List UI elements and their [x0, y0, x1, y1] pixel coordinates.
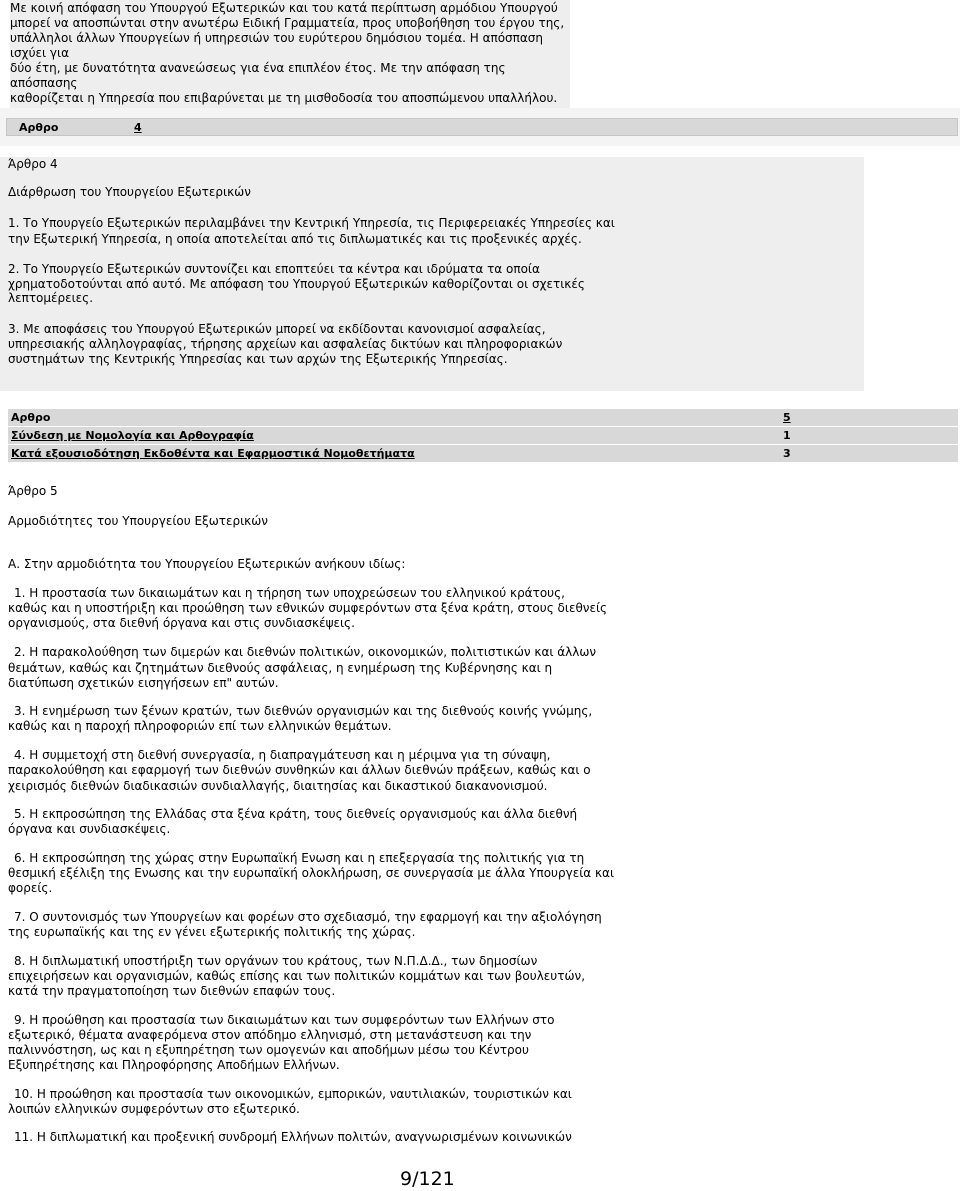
text-line: Με κοινή απόφαση του Υπουργού Εξωτερικών και του κατά περίπτωση αρμόδιου Υπουργού: [10, 1, 558, 15]
text-line: καθώς και η υποστήριξη και προώθηση των εθνικών συμφερόντων στα ξένα κράτη, στους διεθνείς: [8, 601, 608, 615]
table-cell-label: Αρθρο: [11, 411, 51, 424]
article-4-header-row: [6, 118, 958, 136]
text-line: δύο έτη, με δυνατότητα ανανεώσεως για ένα επιπλέον έτος. Με την απόφαση της απόσπασης: [10, 61, 506, 90]
page-number: 9/121: [400, 1168, 455, 1190]
text-line: εξωτερικό, θέματα αναφερόμενα στον απόδημο ελληνισμό, στη μετανάστευση και την: [8, 1028, 532, 1042]
text-line: υπηρεσιακής αλληλογραφίας, τήρησης αρχείων και ασφαλείας δικτύων και πληροφοριακών: [8, 337, 563, 351]
text-line: συστημάτων της Κεντρικής Υπηρεσίας και των αρχών της Εξωτερικής Υπηρεσίας.: [8, 352, 508, 366]
delegated-acts-link[interactable]: Κατά εξουσιοδότηση Εκδοθέντα και Εφαρμοστικά Νομοθετήματα: [11, 447, 415, 460]
table-row: [8, 409, 958, 427]
article-5-link[interactable]: 5: [783, 411, 791, 424]
text-line: 11. Η διπλωματική και προξενική συνδρομή Ελλήνων πολιτών, αναγνωρισμένων κοινωνικών: [14, 1130, 572, 1144]
text-line: 3. Με αποφάσεις του Υπουργού Εξωτερικών μπορεί να εκδίδονται κανονισμοί ασφαλείας,: [8, 322, 546, 336]
article-subtitle: Διάρθρωση του Υπουργείου Εξωτερικών: [8, 185, 251, 199]
text-line: 6. Η εκπροσώπηση της χώρας στην Ευρωπαϊκή Ενωση και η επεξεργασία της πολιτικής για τη: [14, 851, 585, 865]
text-line: 4. Η συμμετοχή στη διεθνή συνεργασία, η διαπραγμάτευση και η μέριμνα για τη σύναψη,: [14, 748, 551, 762]
table-cell-count: 1: [783, 429, 791, 442]
text-line: κατά την πραγματοποίηση των διεθνών επαφών τους.: [8, 984, 336, 998]
text-line: 1. Η προστασία των δικαιωμάτων και η τήρηση των υποχρεώσεων του ελληνικού κράτους,: [14, 586, 565, 600]
case-law-link[interactable]: Σύνδεση με Νομολογία και Αρθογραφία: [11, 429, 254, 442]
intro-paragraph: [10, 0, 570, 110]
text-line: μπορεί να αποσπώνται στην ανωτέρω Ειδική Γραμματεία, προς υποβοήθηση του έργου της,: [10, 16, 565, 30]
text-line: 5. Η εκπροσώπηση της Ελλάδας στα ξένα κράτη, τους διεθνείς οργανισμούς και άλλα διεθνή: [14, 807, 578, 821]
text-line: 2. Η παρακολούθηση των διμερών και διεθνών πολιτικών, οικονομικών, πολιτιστικών και άλλων: [14, 645, 597, 659]
text-line: διατύπωση σχετικών εισηγήσεων επ" αυτών.: [8, 676, 279, 690]
text-line: θεμάτων, καθώς και ζητημάτων διεθνούς ασφάλειας, η ενημέρωση της Κυβέρνησης και η: [8, 661, 553, 675]
text-line: παρακολούθηση και εφαρμογή των διεθνών συνθηκών και άλλων διεθνών πράξεων, καθώς και ο: [8, 763, 591, 777]
article-5-table: [8, 409, 958, 463]
article-title: Άρθρο 5: [8, 484, 58, 498]
text-line: παλιννόστηση, ως και η εξυπηρέτηση των ομογενών και αποδήμων μέσω του Κέντρου: [8, 1043, 529, 1057]
text-line: επιχειρήσεων και οργανισμών, καθώς επίσης και των πολιτικών κομμάτων και των βουλευτών,: [8, 969, 586, 983]
text-line: χρηματοδοτούνται από αυτό. Με απόφαση του Υπουργού Εξωτερικών καθορίζονται οι σχετικές: [8, 277, 585, 291]
text-line: λεπτομέρειες.: [8, 291, 94, 305]
text-line: την Εξωτερική Υπηρεσία, η οποία αποτελείται από τις διπλωματικές και τις προξενικές αρχές.: [8, 232, 582, 246]
text-line: φορείς.: [8, 881, 53, 895]
text-line: της ευρωπαϊκής και της εν γένει εξωτερικής πολιτικής της χώρας.: [8, 925, 416, 939]
text-line: Α. Στην αρμοδιότητα του Υπουργείου Εξωτερικών ανήκουν ιδίως:: [8, 557, 406, 571]
article-subtitle: Αρμοδιότητες του Υπουργείου Εξωτερικών: [8, 514, 269, 528]
article-4-link[interactable]: 4: [134, 121, 142, 134]
text-line: Εξυπηρέτησης και Πληροφόρησης Αποδήμων Ελλήνων.: [8, 1058, 340, 1072]
text-line: οργανισμούς, στα διεθνή όργανα και στις συνδιασκέψεις.: [8, 616, 355, 630]
table-row: [8, 445, 958, 463]
text-line: 2. Το Υπουργείο Εξωτερικών συντονίζει και εποπτεύει τα κέντρα και ιδρύματα τα οποία: [8, 262, 540, 276]
article-label: Αρθρο: [19, 121, 59, 134]
text-line: 1. Το Υπουργείο Εξωτερικών περιλαμβάνει την Κεντρική Υπηρεσία, τις Περιφερειακές Υπηρεσίες και: [8, 216, 615, 230]
text-line: 8. Η διπλωματική υποστήριξη των οργάνων του κράτους, των Ν.Π.Δ.Δ., των δημοσίων: [14, 954, 538, 968]
text-line: χειρισμός διεθνών διαδικασιών συνδιαλλαγής, διαιτησίας και δικαστικού διακανονισμού.: [8, 779, 548, 793]
text-line: υπάλληλοι άλλων Υπουργείων ή υπηρεσιών του ευρύτερου δημόσιου τομέα. Η απόσπαση ισχύει για: [10, 31, 544, 60]
text-line: λοιπών ελληνικών συμφερόντων στο εξωτερικό.: [8, 1102, 300, 1116]
text-line: 9. Η προώθηση και προστασία των δικαιωμάτων και των συμφερόντων των Ελλήνων στο: [14, 1013, 555, 1027]
article-title: Άρθρο 4: [8, 157, 58, 171]
text-line: 10. Η προώθηση και προστασία των οικονομικών, εμπορικών, ναυτιλιακών, τουριστικών και: [14, 1087, 572, 1101]
text-line: καθώς και η παροχή πληροφοριών επί των ελληνικών θεμάτων.: [8, 719, 392, 733]
table-cell-count: 3: [783, 447, 791, 460]
text-line: θεσμική εξέλιξη της Ενωσης και την ευρωπαϊκή ολοκλήρωση, σε συνεργασία με άλλα Υπουργεία και: [8, 866, 615, 880]
text-line: 3. Η ενημέρωση των ξένων κρατών, των διεθνών οργανισμών και της διεθνούς κοινής γνώμης,: [14, 704, 593, 718]
text-line: καθορίζεται η Υπηρεσία που επιβαρύνεται με τη μισθοδοσία του αποσπώμενου υπαλλήλου.: [10, 91, 558, 105]
text-line: όργανα και συνδιασκέψεις.: [8, 822, 171, 836]
text-line: 7. Ο συντονισμός των Υπουργείων και φορέων στο σχεδιασμό, την εφαρμογή και την αξιολόγηση: [14, 910, 602, 924]
table-row: [8, 427, 958, 445]
